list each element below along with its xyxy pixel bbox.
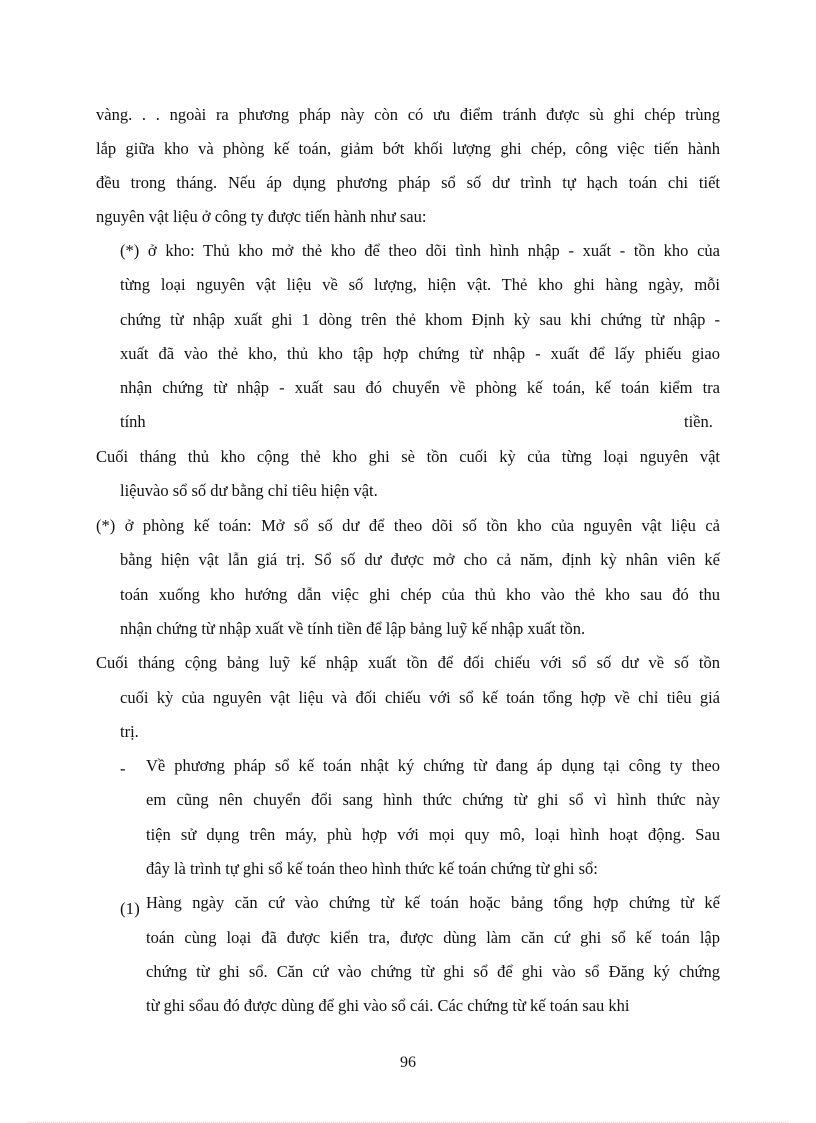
text-line: Hàng ngày căn cứ vào chứng từ kế toán hoặc bảng tổng hợp chứng từ kế xyxy=(146,893,720,912)
text-line: lắp giữa kho và phòng kế toán, giảm bớt khối lượng ghi chép, công việc tiến hành xyxy=(96,139,720,158)
text-line: trị. xyxy=(120,722,139,741)
text-line: vàng. . . ngoài ra phương pháp này còn có ưu điểm tránh được sù ghi chép trùng xyxy=(96,105,720,124)
text-line: nhận chứng từ nhập xuất về tính tiền để lập bảng luỹ kế nhập xuất tồn. xyxy=(120,619,586,638)
text-line: chứng từ nhập xuất ghi 1 dòng trên thẻ khom Định kỳ sau khi chứng từ nhập - xyxy=(120,310,720,329)
text-line: nhận chứng từ nhập - xuất sau đó chuyển về phòng kế toán, kế toán kiểm tra xyxy=(120,378,720,397)
text-line: cuối kỳ của nguyên vật liệu và đối chiếu với sổ kế toán tổng hợp về chỉ tiêu giá xyxy=(120,688,720,707)
text-line: em cũng nên chuyển đổi sang hình thức chứng từ ghi sổ vì hình thức này xyxy=(146,790,720,809)
text-line: Cuối tháng cộng bảng luỹ kế nhập xuất tồn để đối chiếu với sổ số dư về số tồn xyxy=(96,653,720,672)
text-line: nguyên vật liệu ở công ty được tiến hành như sau: xyxy=(96,207,427,226)
list-dash: - xyxy=(120,759,126,778)
text-line: Cuối tháng thủ kho cộng thẻ kho ghi sè tồn cuối kỳ của từng loại nguyên vật xyxy=(96,447,720,466)
text-line: tiền. xyxy=(684,412,713,431)
text-line: tính xyxy=(120,412,146,431)
text-line: từng loại nguyên vật liệu về số lượng, hiện vật. Thẻ kho ghi hàng ngày, mỗi xyxy=(120,275,720,294)
text-line: tiện sử dụng trên máy, phù hợp với mọi quy mô, loại hình hoạt động. Sau xyxy=(146,825,720,844)
text-line: bằng hiện vật lẫn giá trị. Sổ số dư được mở cho cả năm, định kỳ nhân viên kế xyxy=(120,550,720,569)
page-number: 96 xyxy=(400,1054,416,1071)
text-line: toán cùng loại đã được kiển tra, được dùng làm căn cứ ghi sổ kế toán lập xyxy=(146,928,720,947)
text-line: liệuvào sổ số dư bằng chỉ tiêu hiện vật. xyxy=(120,481,378,500)
text-line: từ ghi sổau đó được dùng để ghi vào sổ cái. Các chứng từ kế toán sau khi xyxy=(146,996,630,1015)
text-line: (*) ở kho: Thủ kho mở thẻ kho để theo dõi tình hình nhập - xuất - tồn kho của xyxy=(120,241,720,260)
text-line: đây là trình tự ghi sổ kế toán theo hình thức kế toán chứng từ ghi sổ: xyxy=(146,859,598,878)
text-line: (*) ở phòng kế toán: Mở sổ số dư để theo dõi số tồn kho của nguyên vật liệu cả xyxy=(96,516,720,535)
list-number: (1) xyxy=(120,899,140,918)
text-line: đều trong tháng. Nếu áp dụng phương pháp sổ số dư trình tự hạch toán chi tiết xyxy=(96,173,720,192)
text-line: xuất đã vào thẻ kho, thủ kho tập hợp chứng từ nhập - xuất để lấy phiếu giao xyxy=(120,344,720,363)
text-line: chứng từ ghi sổ. Căn cứ vào chứng từ ghi sổ để ghi vào sổ Đăng ký chứng xyxy=(146,962,720,981)
text-line: toán xuống kho hướng dẫn việc ghi chép của thủ kho vào thẻ kho sau đó thu xyxy=(120,585,720,604)
text-line: Về phương pháp sổ kế toán nhật ký chứng từ đang áp dụng tại công ty theo xyxy=(146,756,720,775)
